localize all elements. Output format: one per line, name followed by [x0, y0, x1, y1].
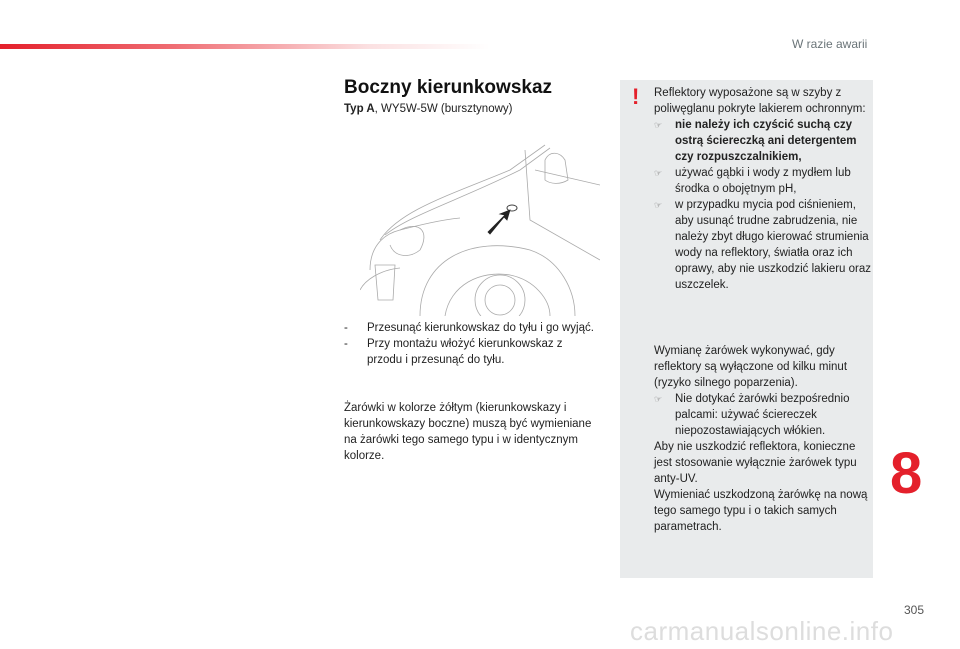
warning-bullet: [654, 165, 872, 197]
header-accent-bar: [0, 44, 490, 49]
watermark: carmanualsonline.info: [630, 616, 894, 646]
warning-text: [654, 85, 872, 293]
bullet-text: w przypadku mycia pod ciśnieniem, aby usunąć trudne zabrudzenia, nie należy zbyt długo kierować strumienia wody na reflektory, światła oraz ich oprawy, aby nie uszkodzić lakieru oraz uszczelek.: [675, 199, 872, 291]
hand-pointer-icon: ☞: [654, 120, 663, 130]
info-bullet: [654, 391, 872, 439]
bullet-text: nie należy ich czyścić suchą czy ostrą ściereczką ani detergentem czy rozpuszczalnikiem,: [675, 119, 857, 163]
info-paragraph: Wymieniać uszkodzoną żarówkę na nową tego samego typu i o takich samych parametrach.: [654, 489, 868, 533]
step-text: Przy montażu włożyć kierunkowskaz z przodu i przesunąć do tyłu.: [367, 338, 563, 366]
info-text: [654, 343, 872, 535]
bullet-text: używać gąbki i wody z mydłem lub środka o obojętnym pH,: [675, 167, 851, 195]
warning-intro: Reflektory wyposażone są w szyby z poliwęglanu pokryte lakierem ochronnym:: [654, 87, 866, 115]
color-note: Żarówki w kolorze żółtym (kierunkowskazy i kierunkowskazy boczne) muszą być wymieniane na żarówki tego samego typu i w identycznym kolorze.: [344, 402, 592, 462]
type-label: Typ A: [344, 103, 375, 115]
warning-icon: !: [632, 84, 640, 109]
hand-pointer-icon: ☞: [654, 394, 663, 404]
warning-bullet: [654, 117, 872, 165]
side-indicator-illustration: [360, 140, 600, 316]
page-number: 305: [904, 603, 925, 617]
step-item: [344, 336, 594, 368]
bulb-type: [344, 103, 512, 115]
section-title: W razie awarii: [792, 37, 868, 51]
dash-marker: -: [344, 322, 348, 334]
type-spec: , WY5W-5W (bursztynowy): [374, 103, 513, 115]
dash-marker: -: [344, 338, 348, 350]
steps-list: [344, 320, 594, 368]
hand-pointer-icon: ☞: [654, 168, 663, 178]
bullet-text: Nie dotykać żarówki bezpośrednio palcami: używać ściereczek niepozostawiających włókien.: [675, 393, 850, 437]
step-text: Przesunąć kierunkowskaz do tyłu i go wyjąć.: [367, 322, 594, 334]
chapter-number: 8: [890, 441, 923, 506]
page-title: Boczny kierunkowskaz: [344, 77, 553, 98]
hand-pointer-icon: ☞: [654, 200, 663, 210]
warning-bullet: [654, 197, 872, 293]
step-item: [344, 320, 594, 336]
info-paragraph: Aby nie uszkodzić reflektora, konieczne jest stosowanie wyłącznie żarówek typu anty-UV.: [654, 441, 857, 485]
info-intro: Wymianę żarówek wykonywać, gdy reflektory są wyłączone od kilku minut (ryzyko silnego poparzenia).: [654, 345, 848, 389]
